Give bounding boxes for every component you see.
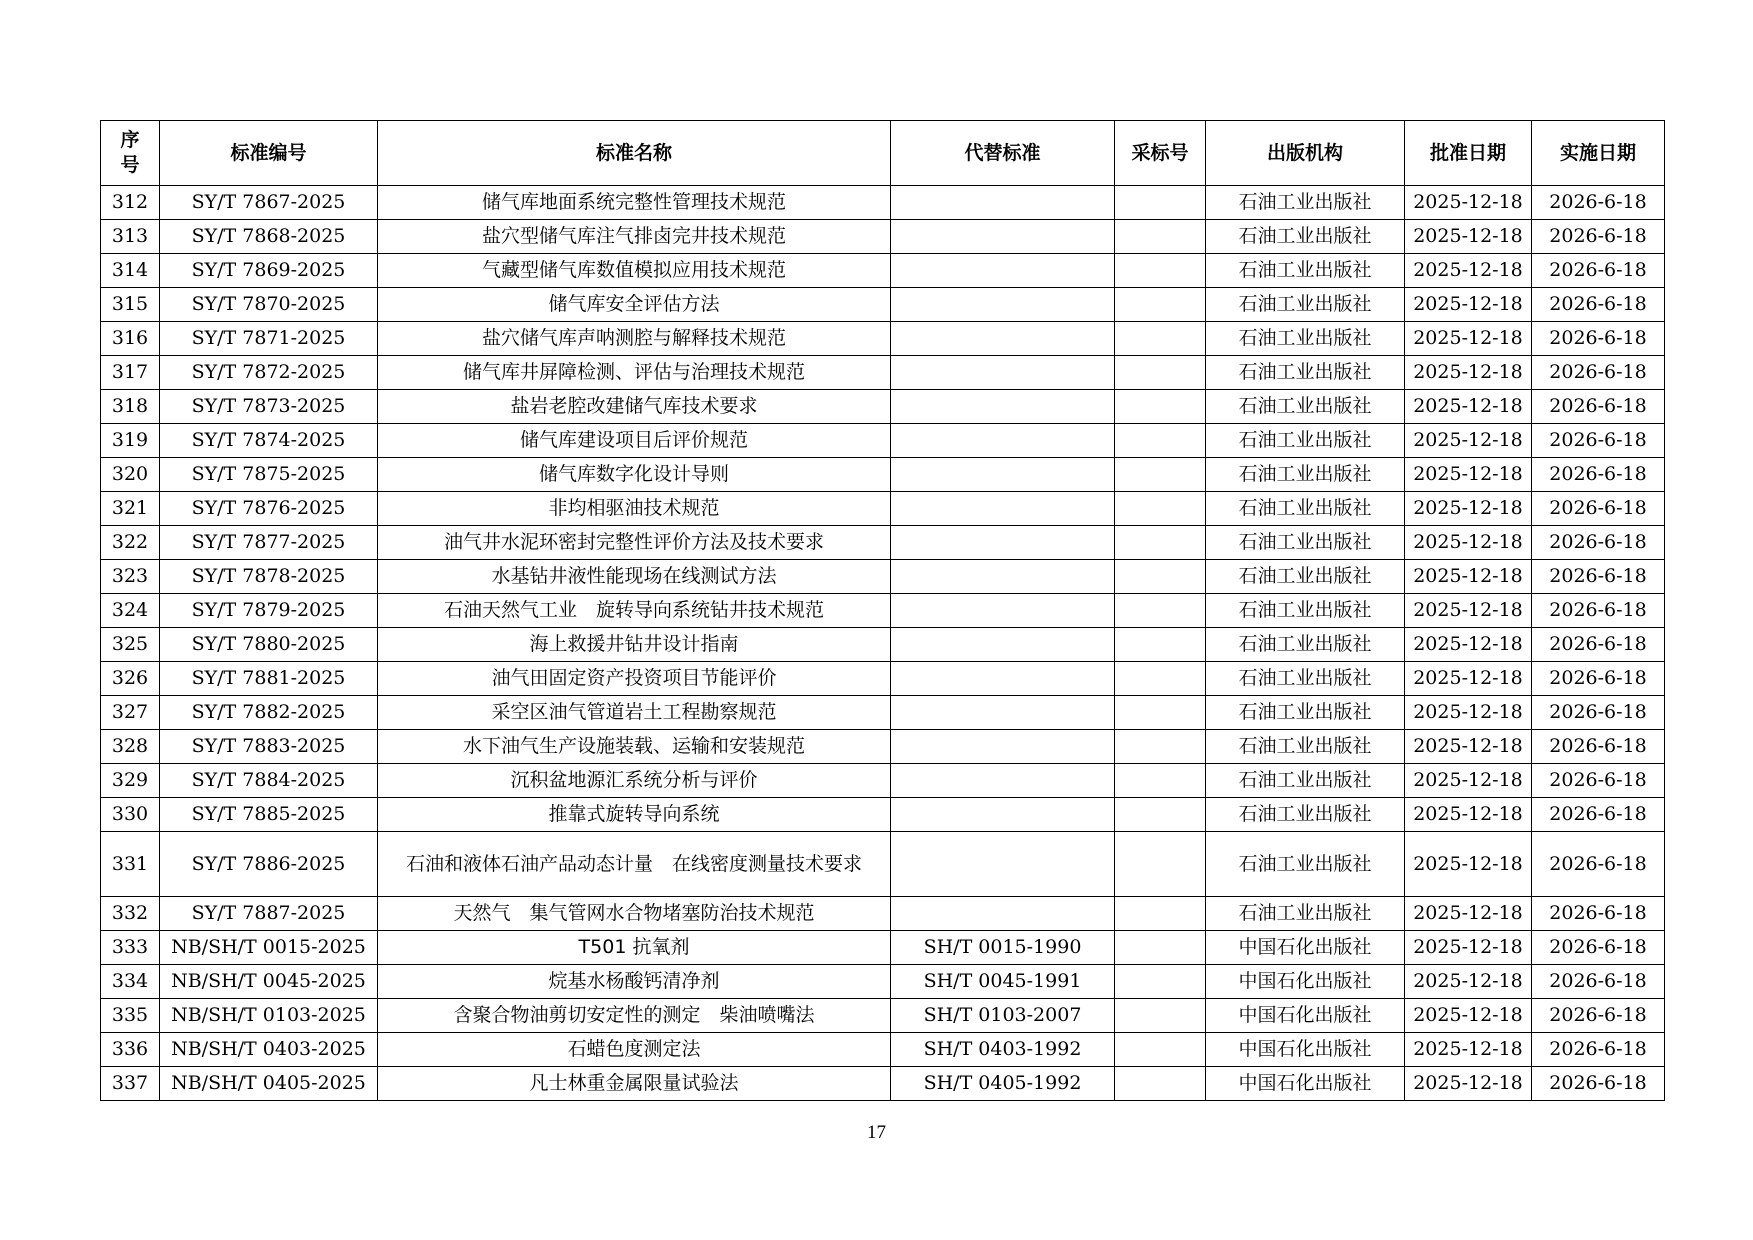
cell-publisher: 石油工业出版社	[1206, 288, 1405, 322]
cell-code: SY/T 7868-2025	[160, 220, 378, 254]
cell-effective: 2026-6-18	[1532, 798, 1665, 832]
cell-code: SY/T 7869-2025	[160, 254, 378, 288]
cell-effective: 2026-6-18	[1532, 730, 1665, 764]
cell-seq: 313	[101, 220, 160, 254]
cell-approved: 2025-12-18	[1405, 931, 1532, 965]
cell-replaces: SH/T 0103-2007	[891, 999, 1115, 1033]
cell-name: 盐穴储气库声呐测腔与解释技术规范	[378, 322, 891, 356]
cell-replaces	[891, 798, 1115, 832]
cell-publisher: 石油工业出版社	[1206, 424, 1405, 458]
cell-code: SY/T 7877-2025	[160, 526, 378, 560]
cell-name: 天然气 集气管网水合物堵塞防治技术规范	[378, 897, 891, 931]
cell-publisher: 石油工业出版社	[1206, 594, 1405, 628]
cell-adopted	[1115, 594, 1206, 628]
cell-code: NB/SH/T 0103-2025	[160, 999, 378, 1033]
cell-name: 含聚合物油剪切安定性的测定 柴油喷嘴法	[378, 999, 891, 1033]
header-name: 标准名称	[378, 121, 891, 186]
cell-code: SY/T 7878-2025	[160, 560, 378, 594]
cell-name: 石油天然气工业 旋转导向系统钻井技术规范	[378, 594, 891, 628]
cell-code: NB/SH/T 0405-2025	[160, 1067, 378, 1101]
cell-publisher: 石油工业出版社	[1206, 560, 1405, 594]
cell-publisher: 石油工业出版社	[1206, 322, 1405, 356]
cell-name: 石油和液体石油产品动态计量 在线密度测量技术要求	[378, 832, 891, 897]
cell-seq: 333	[101, 931, 160, 965]
table-row	[101, 186, 1665, 220]
cell-publisher: 石油工业出版社	[1206, 390, 1405, 424]
cell-replaces: SH/T 0405-1992	[891, 1067, 1115, 1101]
cell-publisher: 石油工业出版社	[1206, 254, 1405, 288]
cell-effective: 2026-6-18	[1532, 897, 1665, 931]
cell-publisher: 石油工业出版社	[1206, 897, 1405, 931]
cell-replaces	[891, 492, 1115, 526]
cell-adopted	[1115, 965, 1206, 999]
cell-effective: 2026-6-18	[1532, 220, 1665, 254]
cell-code: SY/T 7871-2025	[160, 322, 378, 356]
cell-code: SY/T 7876-2025	[160, 492, 378, 526]
table-row	[101, 594, 1665, 628]
cell-adopted	[1115, 458, 1206, 492]
table-row	[101, 662, 1665, 696]
cell-publisher: 石油工业出版社	[1206, 356, 1405, 390]
table-row	[101, 492, 1665, 526]
cell-replaces	[891, 356, 1115, 390]
cell-adopted	[1115, 662, 1206, 696]
table-row	[101, 999, 1665, 1033]
cell-approved: 2025-12-18	[1405, 254, 1532, 288]
cell-publisher: 石油工业出版社	[1206, 220, 1405, 254]
cell-publisher: 石油工业出版社	[1206, 628, 1405, 662]
header-seq: 序号	[101, 121, 160, 186]
cell-adopted	[1115, 696, 1206, 730]
table-body	[101, 186, 1665, 1101]
cell-name: 储气库安全评估方法	[378, 288, 891, 322]
table-row	[101, 832, 1665, 897]
cell-seq: 336	[101, 1033, 160, 1067]
header-replaces: 代替标准	[891, 121, 1115, 186]
cell-seq: 312	[101, 186, 160, 220]
table-row	[101, 560, 1665, 594]
cell-adopted	[1115, 999, 1206, 1033]
cell-approved: 2025-12-18	[1405, 492, 1532, 526]
cell-replaces	[891, 730, 1115, 764]
cell-replaces	[891, 254, 1115, 288]
cell-approved: 2025-12-18	[1405, 390, 1532, 424]
cell-replaces	[891, 628, 1115, 662]
cell-replaces	[891, 458, 1115, 492]
cell-name: 储气库数字化设计导则	[378, 458, 891, 492]
cell-seq: 314	[101, 254, 160, 288]
cell-effective: 2026-6-18	[1532, 594, 1665, 628]
table-row	[101, 764, 1665, 798]
cell-seq: 337	[101, 1067, 160, 1101]
cell-effective: 2026-6-18	[1532, 662, 1665, 696]
cell-code: SY/T 7879-2025	[160, 594, 378, 628]
cell-code: SY/T 7874-2025	[160, 424, 378, 458]
cell-name: 储气库建设项目后评价规范	[378, 424, 891, 458]
cell-replaces	[891, 897, 1115, 931]
header-code: 标准编号	[160, 121, 378, 186]
cell-seq: 316	[101, 322, 160, 356]
cell-effective: 2026-6-18	[1532, 1067, 1665, 1101]
cell-publisher: 石油工业出版社	[1206, 730, 1405, 764]
cell-seq: 317	[101, 356, 160, 390]
cell-seq: 319	[101, 424, 160, 458]
cell-name: 盐穴型储气库注气排卤完井技术规范	[378, 220, 891, 254]
cell-effective: 2026-6-18	[1532, 322, 1665, 356]
cell-replaces	[891, 662, 1115, 696]
cell-approved: 2025-12-18	[1405, 662, 1532, 696]
cell-approved: 2025-12-18	[1405, 560, 1532, 594]
cell-replaces	[891, 832, 1115, 897]
cell-effective: 2026-6-18	[1532, 560, 1665, 594]
cell-replaces: SH/T 0015-1990	[891, 931, 1115, 965]
cell-effective: 2026-6-18	[1532, 254, 1665, 288]
cell-name: 水下油气生产设施装载、运输和安装规范	[378, 730, 891, 764]
cell-effective: 2026-6-18	[1532, 628, 1665, 662]
cell-name: 凡士林重金属限量试验法	[378, 1067, 891, 1101]
header-row	[101, 121, 1665, 186]
cell-replaces	[891, 288, 1115, 322]
cell-effective: 2026-6-18	[1532, 288, 1665, 322]
cell-publisher: 中国石化出版社	[1206, 931, 1405, 965]
cell-approved: 2025-12-18	[1405, 999, 1532, 1033]
cell-adopted	[1115, 254, 1206, 288]
cell-approved: 2025-12-18	[1405, 356, 1532, 390]
cell-name: 油气井水泥环密封完整性评价方法及技术要求	[378, 526, 891, 560]
cell-effective: 2026-6-18	[1532, 931, 1665, 965]
cell-seq: 325	[101, 628, 160, 662]
cell-approved: 2025-12-18	[1405, 458, 1532, 492]
cell-adopted	[1115, 526, 1206, 560]
cell-name: 海上救援井钻井设计指南	[378, 628, 891, 662]
cell-replaces	[891, 424, 1115, 458]
cell-seq: 323	[101, 560, 160, 594]
cell-publisher: 石油工业出版社	[1206, 458, 1405, 492]
cell-code: SY/T 7873-2025	[160, 390, 378, 424]
cell-approved: 2025-12-18	[1405, 730, 1532, 764]
cell-name: 推靠式旋转导向系统	[378, 798, 891, 832]
table-row	[101, 390, 1665, 424]
cell-approved: 2025-12-18	[1405, 1067, 1532, 1101]
table-row	[101, 220, 1665, 254]
cell-approved: 2025-12-18	[1405, 1033, 1532, 1067]
cell-name: 采空区油气管道岩土工程勘察规范	[378, 696, 891, 730]
cell-approved: 2025-12-18	[1405, 696, 1532, 730]
cell-code: SY/T 7887-2025	[160, 897, 378, 931]
table-row	[101, 356, 1665, 390]
cell-publisher: 石油工业出版社	[1206, 526, 1405, 560]
cell-approved: 2025-12-18	[1405, 288, 1532, 322]
cell-publisher: 中国石化出版社	[1206, 965, 1405, 999]
table-row	[101, 628, 1665, 662]
cell-seq: 318	[101, 390, 160, 424]
cell-code: SY/T 7881-2025	[160, 662, 378, 696]
cell-name: 石蜡色度测定法	[378, 1033, 891, 1067]
cell-effective: 2026-6-18	[1532, 356, 1665, 390]
cell-seq: 329	[101, 764, 160, 798]
cell-publisher: 石油工业出版社	[1206, 492, 1405, 526]
cell-approved: 2025-12-18	[1405, 526, 1532, 560]
table-row	[101, 322, 1665, 356]
cell-approved: 2025-12-18	[1405, 798, 1532, 832]
cell-seq: 334	[101, 965, 160, 999]
cell-code: SY/T 7883-2025	[160, 730, 378, 764]
table-row	[101, 424, 1665, 458]
cell-approved: 2025-12-18	[1405, 220, 1532, 254]
cell-code: SY/T 7884-2025	[160, 764, 378, 798]
cell-replaces	[891, 526, 1115, 560]
cell-code: SY/T 7875-2025	[160, 458, 378, 492]
cell-publisher: 石油工业出版社	[1206, 832, 1405, 897]
cell-adopted	[1115, 628, 1206, 662]
cell-adopted	[1115, 1067, 1206, 1101]
cell-adopted	[1115, 390, 1206, 424]
cell-adopted	[1115, 931, 1206, 965]
cell-effective: 2026-6-18	[1532, 186, 1665, 220]
cell-effective: 2026-6-18	[1532, 999, 1665, 1033]
cell-effective: 2026-6-18	[1532, 526, 1665, 560]
cell-seq: 324	[101, 594, 160, 628]
cell-name: 水基钻井液性能现场在线测试方法	[378, 560, 891, 594]
table-row	[101, 458, 1665, 492]
cell-publisher: 石油工业出版社	[1206, 764, 1405, 798]
cell-code: SY/T 7880-2025	[160, 628, 378, 662]
table-row	[101, 526, 1665, 560]
cell-replaces	[891, 696, 1115, 730]
cell-replaces	[891, 594, 1115, 628]
cell-code: SY/T 7885-2025	[160, 798, 378, 832]
cell-publisher: 石油工业出版社	[1206, 696, 1405, 730]
cell-replaces	[891, 186, 1115, 220]
cell-adopted	[1115, 356, 1206, 390]
cell-approved: 2025-12-18	[1405, 594, 1532, 628]
cell-name: 储气库井屏障检测、评估与治理技术规范	[378, 356, 891, 390]
cell-code: NB/SH/T 0015-2025	[160, 931, 378, 965]
cell-code: SY/T 7882-2025	[160, 696, 378, 730]
cell-name: 储气库地面系统完整性管理技术规范	[378, 186, 891, 220]
cell-approved: 2025-12-18	[1405, 764, 1532, 798]
cell-seq: 320	[101, 458, 160, 492]
cell-approved: 2025-12-18	[1405, 628, 1532, 662]
cell-name: 油气田固定资产投资项目节能评价	[378, 662, 891, 696]
cell-adopted	[1115, 897, 1206, 931]
header-publisher: 出版机构	[1206, 121, 1405, 186]
cell-approved: 2025-12-18	[1405, 965, 1532, 999]
cell-code: SY/T 7867-2025	[160, 186, 378, 220]
cell-code: SY/T 7870-2025	[160, 288, 378, 322]
cell-adopted	[1115, 424, 1206, 458]
cell-approved: 2025-12-18	[1405, 322, 1532, 356]
cell-publisher: 中国石化出版社	[1206, 1067, 1405, 1101]
cell-name: T501 抗氧剂	[378, 931, 891, 965]
header-approved: 批准日期	[1405, 121, 1532, 186]
cell-code: SY/T 7886-2025	[160, 832, 378, 897]
cell-replaces	[891, 560, 1115, 594]
cell-adopted	[1115, 288, 1206, 322]
table-row	[101, 965, 1665, 999]
table-row	[101, 1067, 1665, 1101]
table-row	[101, 798, 1665, 832]
cell-publisher: 中国石化出版社	[1206, 1033, 1405, 1067]
cell-name: 沉积盆地源汇系统分析与评价	[378, 764, 891, 798]
cell-name: 气藏型储气库数值模拟应用技术规范	[378, 254, 891, 288]
cell-approved: 2025-12-18	[1405, 186, 1532, 220]
cell-effective: 2026-6-18	[1532, 696, 1665, 730]
cell-seq: 326	[101, 662, 160, 696]
cell-effective: 2026-6-18	[1532, 458, 1665, 492]
table-row	[101, 931, 1665, 965]
cell-publisher: 石油工业出版社	[1206, 798, 1405, 832]
cell-replaces	[891, 220, 1115, 254]
cell-replaces	[891, 390, 1115, 424]
header-effective: 实施日期	[1532, 121, 1665, 186]
cell-adopted	[1115, 220, 1206, 254]
cell-adopted	[1115, 798, 1206, 832]
table-row	[101, 696, 1665, 730]
cell-approved: 2025-12-18	[1405, 832, 1532, 897]
cell-effective: 2026-6-18	[1532, 832, 1665, 897]
cell-approved: 2025-12-18	[1405, 424, 1532, 458]
cell-effective: 2026-6-18	[1532, 965, 1665, 999]
cell-approved: 2025-12-18	[1405, 897, 1532, 931]
cell-effective: 2026-6-18	[1532, 764, 1665, 798]
cell-name: 烷基水杨酸钙清净剂	[378, 965, 891, 999]
cell-adopted	[1115, 730, 1206, 764]
cell-name: 盐岩老腔改建储气库技术要求	[378, 390, 891, 424]
cell-seq: 330	[101, 798, 160, 832]
standards-table	[100, 120, 1665, 1101]
cell-publisher: 石油工业出版社	[1206, 186, 1405, 220]
page-number: 17	[867, 1122, 886, 1143]
cell-adopted	[1115, 186, 1206, 220]
cell-seq: 328	[101, 730, 160, 764]
table-row	[101, 254, 1665, 288]
table-row	[101, 730, 1665, 764]
cell-seq: 322	[101, 526, 160, 560]
cell-effective: 2026-6-18	[1532, 390, 1665, 424]
table-row	[101, 1033, 1665, 1067]
cell-name: 非均相驱油技术规范	[378, 492, 891, 526]
cell-adopted	[1115, 322, 1206, 356]
cell-replaces: SH/T 0403-1992	[891, 1033, 1115, 1067]
cell-publisher: 石油工业出版社	[1206, 662, 1405, 696]
header-adopted: 采标号	[1115, 121, 1206, 186]
cell-replaces: SH/T 0045-1991	[891, 965, 1115, 999]
cell-seq: 321	[101, 492, 160, 526]
cell-effective: 2026-6-18	[1532, 424, 1665, 458]
cell-adopted	[1115, 560, 1206, 594]
cell-seq: 332	[101, 897, 160, 931]
cell-seq: 335	[101, 999, 160, 1033]
cell-adopted	[1115, 832, 1206, 897]
cell-code: NB/SH/T 0403-2025	[160, 1033, 378, 1067]
cell-effective: 2026-6-18	[1532, 1033, 1665, 1067]
table-row	[101, 288, 1665, 322]
cell-code: NB/SH/T 0045-2025	[160, 965, 378, 999]
cell-adopted	[1115, 492, 1206, 526]
cell-seq: 331	[101, 832, 160, 897]
cell-replaces	[891, 322, 1115, 356]
cell-seq: 315	[101, 288, 160, 322]
cell-seq: 327	[101, 696, 160, 730]
cell-publisher: 中国石化出版社	[1206, 999, 1405, 1033]
cell-replaces	[891, 764, 1115, 798]
cell-effective: 2026-6-18	[1532, 492, 1665, 526]
cell-code: SY/T 7872-2025	[160, 356, 378, 390]
table-row	[101, 897, 1665, 931]
cell-adopted	[1115, 764, 1206, 798]
cell-adopted	[1115, 1033, 1206, 1067]
